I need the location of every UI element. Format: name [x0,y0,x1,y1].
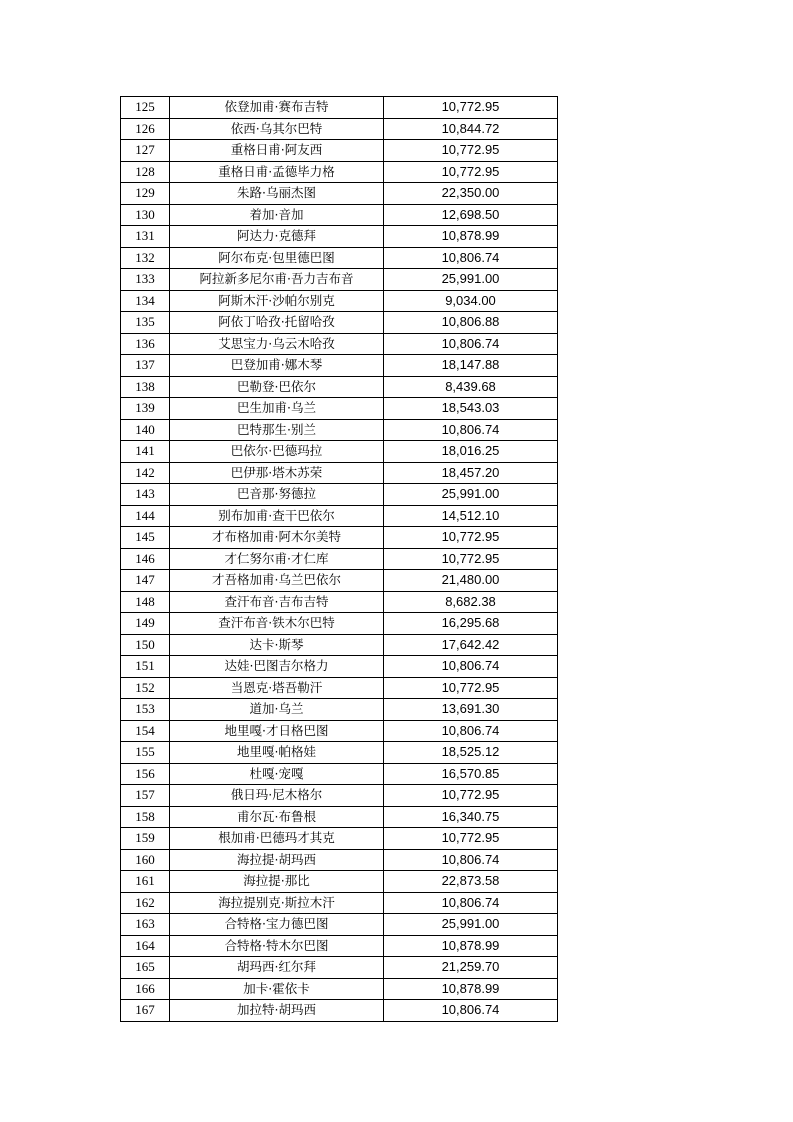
table-row [121,376,558,398]
table-row [121,699,558,721]
amount-cell: 10,772.95 [384,527,558,549]
name-cell: 阿尔布克·包里德巴图 [170,247,384,269]
table-row [121,914,558,936]
amount-cell: 10,806.74 [384,656,558,678]
table-row [121,613,558,635]
amount-cell: 18,147.88 [384,355,558,377]
amount-cell: 16,340.75 [384,806,558,828]
row-number-cell: 155 [121,742,170,764]
table-row [121,484,558,506]
row-number-cell: 152 [121,677,170,699]
name-cell: 道加·乌兰 [170,699,384,721]
name-cell: 阿斯木汗·沙帕尔别克 [170,290,384,312]
amount-cell: 13,691.30 [384,699,558,721]
name-cell: 巴特那生·别兰 [170,419,384,441]
name-cell: 加拉特·胡玛西 [170,1000,384,1022]
table-row [121,118,558,140]
row-number-cell: 126 [121,118,170,140]
table-row [121,656,558,678]
name-cell: 巴依尔·巴德玛拉 [170,441,384,463]
table-row [121,828,558,850]
table-row [121,183,558,205]
amount-cell: 10,772.95 [384,785,558,807]
amount-cell: 10,806.74 [384,1000,558,1022]
row-number-cell: 159 [121,828,170,850]
name-cell: 阿依丁哈孜·托留哈孜 [170,312,384,334]
name-cell: 杜嘎·宠嘎 [170,763,384,785]
row-number-cell: 153 [121,699,170,721]
name-cell: 才吾格加甫·乌兰巴依尔 [170,570,384,592]
name-cell: 查汗布音·铁木尔巴特 [170,613,384,635]
row-number-cell: 145 [121,527,170,549]
name-cell: 海拉提别克·斯拉木汗 [170,892,384,914]
amount-cell: 10,806.88 [384,312,558,334]
table-row [121,333,558,355]
amount-cell: 21,259.70 [384,957,558,979]
table-row [121,527,558,549]
amount-cell: 21,480.00 [384,570,558,592]
table-row [121,290,558,312]
table-row [121,441,558,463]
amount-cell: 18,543.03 [384,398,558,420]
amount-cell: 10,878.99 [384,935,558,957]
name-cell: 地里嘎·帕格娃 [170,742,384,764]
name-cell: 依登加甫·赛布吉特 [170,97,384,119]
table-row [121,355,558,377]
row-number-cell: 136 [121,333,170,355]
row-number-cell: 166 [121,978,170,1000]
amount-cell: 10,772.95 [384,140,558,162]
amount-cell: 10,844.72 [384,118,558,140]
name-cell: 阿达力·克德拜 [170,226,384,248]
row-number-cell: 125 [121,97,170,119]
amount-cell: 18,016.25 [384,441,558,463]
name-cell: 达卡·斯琴 [170,634,384,656]
row-number-cell: 131 [121,226,170,248]
name-cell: 海拉提·胡玛西 [170,849,384,871]
amount-cell: 10,806.74 [384,247,558,269]
name-cell: 巴音那·努德拉 [170,484,384,506]
name-cell: 俄日玛·尼木格尔 [170,785,384,807]
name-cell: 别布加甫·查干巴依尔 [170,505,384,527]
row-number-cell: 130 [121,204,170,226]
amount-cell: 10,772.95 [384,677,558,699]
name-cell: 当恩克·塔吾勒汗 [170,677,384,699]
name-cell: 巴登加甫·娜木琴 [170,355,384,377]
row-number-cell: 151 [121,656,170,678]
amount-cell: 10,806.74 [384,720,558,742]
amount-cell: 10,772.95 [384,97,558,119]
row-number-cell: 127 [121,140,170,162]
name-cell: 才布格加甫·阿木尔美特 [170,527,384,549]
row-number-cell: 156 [121,763,170,785]
amount-cell: 18,457.20 [384,462,558,484]
amount-cell: 22,350.00 [384,183,558,205]
name-cell: 合特格·宝力德巴图 [170,914,384,936]
row-number-cell: 144 [121,505,170,527]
amount-cell: 14,512.10 [384,505,558,527]
table-row [121,785,558,807]
table-row [121,763,558,785]
payment-table [120,96,558,1022]
name-cell: 才仁努尔甫·才仁库 [170,548,384,570]
name-cell: 巴伊那·塔木苏荣 [170,462,384,484]
row-number-cell: 139 [121,398,170,420]
row-number-cell: 146 [121,548,170,570]
table-row [121,97,558,119]
amount-cell: 16,295.68 [384,613,558,635]
table-row [121,849,558,871]
table-row [121,742,558,764]
amount-cell: 10,806.74 [384,849,558,871]
name-cell: 依西·乌其尔巴特 [170,118,384,140]
row-number-cell: 138 [121,376,170,398]
table-row [121,226,558,248]
amount-cell: 10,806.74 [384,419,558,441]
table-row [121,591,558,613]
row-number-cell: 141 [121,441,170,463]
amount-cell: 8,682.38 [384,591,558,613]
table-row [121,505,558,527]
amount-cell: 25,991.00 [384,914,558,936]
name-cell: 着加·音加 [170,204,384,226]
table-row [121,1000,558,1022]
name-cell: 胡玛西·红尔拜 [170,957,384,979]
table-row [121,204,558,226]
table-row [121,935,558,957]
row-number-cell: 147 [121,570,170,592]
row-number-cell: 128 [121,161,170,183]
table-row [121,419,558,441]
name-cell: 地里嘎·才日格巴图 [170,720,384,742]
table-row [121,720,558,742]
name-cell: 查汗布音·吉布吉特 [170,591,384,613]
row-number-cell: 142 [121,462,170,484]
table-row [121,398,558,420]
name-cell: 朱路·乌丽杰图 [170,183,384,205]
table-row [121,140,558,162]
row-number-cell: 162 [121,892,170,914]
table-row [121,462,558,484]
name-cell: 巴勒登·巴依尔 [170,376,384,398]
row-number-cell: 150 [121,634,170,656]
amount-cell: 10,878.99 [384,226,558,248]
row-number-cell: 132 [121,247,170,269]
row-number-cell: 161 [121,871,170,893]
amount-cell: 10,772.95 [384,161,558,183]
table-row [121,978,558,1000]
amount-cell: 17,642.42 [384,634,558,656]
amount-cell: 10,772.95 [384,548,558,570]
row-number-cell: 164 [121,935,170,957]
name-cell: 巴生加甫·乌兰 [170,398,384,420]
row-number-cell: 167 [121,1000,170,1022]
table-row [121,570,558,592]
table-row [121,871,558,893]
row-number-cell: 165 [121,957,170,979]
amount-cell: 10,772.95 [384,828,558,850]
table-row [121,957,558,979]
table-row [121,806,558,828]
row-number-cell: 148 [121,591,170,613]
amount-cell: 18,525.12 [384,742,558,764]
table-row [121,161,558,183]
name-cell: 合特格·特木尔巴图 [170,935,384,957]
amount-cell: 10,878.99 [384,978,558,1000]
name-cell: 重格日甫·孟德毕力格 [170,161,384,183]
table-row [121,677,558,699]
name-cell: 加卡·霍依卡 [170,978,384,1000]
table-body [121,97,558,1022]
row-number-cell: 133 [121,269,170,291]
name-cell: 阿拉新多尼尔甫·吾力吉布音 [170,269,384,291]
row-number-cell: 129 [121,183,170,205]
row-number-cell: 149 [121,613,170,635]
row-number-cell: 157 [121,785,170,807]
amount-cell: 25,991.00 [384,484,558,506]
amount-cell: 22,873.58 [384,871,558,893]
row-number-cell: 154 [121,720,170,742]
name-cell: 海拉提·那比 [170,871,384,893]
row-number-cell: 140 [121,419,170,441]
table-row [121,634,558,656]
row-number-cell: 137 [121,355,170,377]
amount-cell: 10,806.74 [384,333,558,355]
row-number-cell: 158 [121,806,170,828]
amount-cell: 16,570.85 [384,763,558,785]
amount-cell: 25,991.00 [384,269,558,291]
name-cell: 甫尔瓦·布鲁根 [170,806,384,828]
name-cell: 重格日甫·阿友西 [170,140,384,162]
row-number-cell: 163 [121,914,170,936]
amount-cell: 9,034.00 [384,290,558,312]
amount-cell: 8,439.68 [384,376,558,398]
row-number-cell: 134 [121,290,170,312]
table-row [121,247,558,269]
row-number-cell: 135 [121,312,170,334]
table-row [121,548,558,570]
amount-cell: 12,698.50 [384,204,558,226]
amount-cell: 10,806.74 [384,892,558,914]
name-cell: 艾思宝力·乌云木哈孜 [170,333,384,355]
name-cell: 达娃·巴图吉尔格力 [170,656,384,678]
row-number-cell: 160 [121,849,170,871]
table-row [121,312,558,334]
row-number-cell: 143 [121,484,170,506]
name-cell: 根加甫·巴德玛才其克 [170,828,384,850]
table-row [121,892,558,914]
table-row [121,269,558,291]
